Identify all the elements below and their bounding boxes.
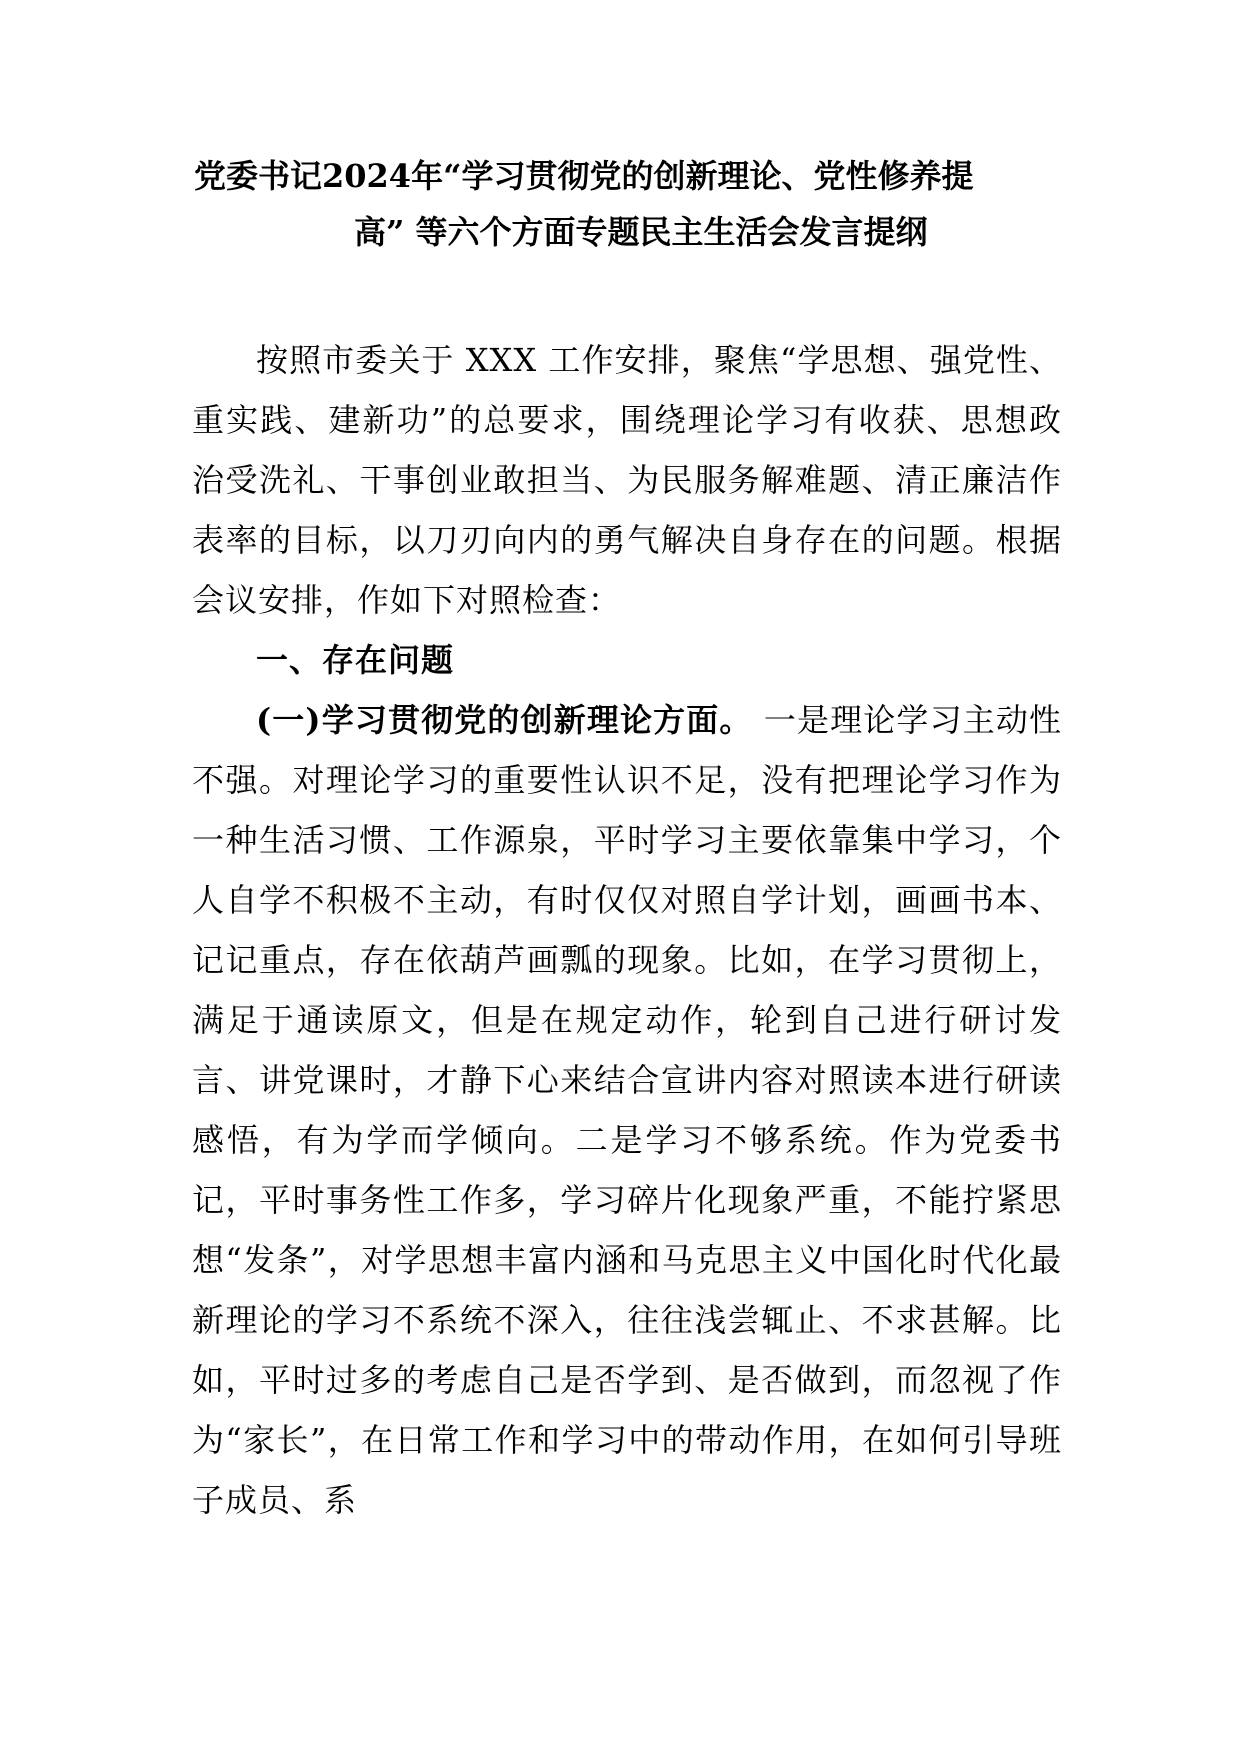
document-body [192,330,1062,1530]
intro-paragraph: 按照市委关于 XXX 工作安排，聚焦“学思想、强党性、重实践、建新功”的总要求，围绕理论学习有收获、思想政治受洗礼、干事创业敢担当、为民服务解难题、清正廉洁作表率的目标，以刀刃向内的勇气解决自身存在的问题。根据会议安排，作如下对照检查： [192,341,1062,619]
document-title [150,148,1090,260]
subsection-body-text: 一是理论学习主动性不强。对理论学习的重要性认识不足，没有把理论学习作为一种生活习惯、工作源泉，平时学习主要依靠集中学习，个人自学不积极不主动，有时仅仅对照自学计划，画画书本、记记重点，存在依葫芦画瓢的现象。比如，在学习贯彻上，满足于通读原文，但是在规定动作，轮到自己进行研讨发言、讲党课时，才静下心来结合宣讲内容对照读本进行研读感悟，有为学而学倾向。二是学习不够系统。作为党委书记，平时事务性工作多，学习碎片化现象严重，不能拧紧思想“发条”，对学思想丰富内涵和马克思主义中国化时代化最新理论的学习不系统不深入，往往浅尝辄止、不求甚解。比如，平时过多的考虑自己是否学到、是否做到，而忽视了作为“家长”，在日常工作和学习中的带动作用，在如何引导班子成员、系 [192,701,1062,1519]
subsection-paragraph [192,690,1062,1530]
title-line-2: 高” 等六个方面专题民主生活会发言提纲 [354,213,928,251]
subsection-heading-theory: (一)学习贯彻党的创新理论方面。 [256,701,753,739]
title-line-1: 党委书记2024年“学习贯彻党的创新理论、党性修养提 [194,157,974,195]
section-heading-problems: 一、存在问题 [256,641,455,679]
